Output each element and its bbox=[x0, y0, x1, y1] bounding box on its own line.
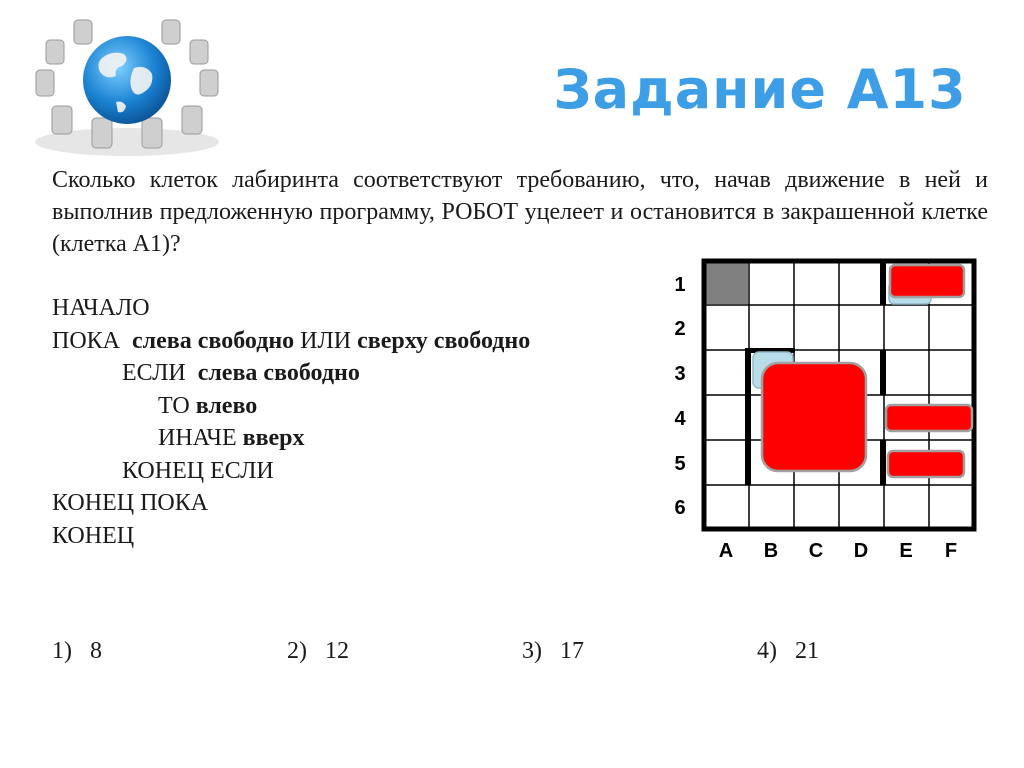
obstacle-ef4 bbox=[886, 405, 972, 431]
program-else-line bbox=[52, 422, 652, 455]
col-label-d: D bbox=[853, 540, 869, 562]
if-keyword: ЕСЛИ bbox=[122, 360, 186, 386]
program-begin: НАЧАЛО bbox=[52, 295, 150, 321]
answer-value: 8 bbox=[90, 638, 102, 664]
program-then-line bbox=[52, 390, 652, 423]
question-text: Сколько клеток лабиринта соответствуют требованию, что, начав движение в ней и выполнив предложенную программу, РОБОТ уцелеет и остановится в закрашенной клетке (клетка А1)? bbox=[52, 167, 988, 257]
else-keyword: ИНАЧЕ bbox=[158, 425, 237, 451]
else-action: вверх bbox=[242, 425, 305, 451]
then-action: влево bbox=[195, 392, 258, 419]
obstacle-ef1 bbox=[890, 265, 964, 297]
while-condition-1: слева свободно bbox=[132, 327, 295, 354]
row-label-1: 1 bbox=[674, 274, 686, 296]
col-label-b: B bbox=[763, 540, 779, 562]
program-while-line bbox=[52, 325, 652, 358]
row-label-6: 6 bbox=[674, 497, 686, 519]
answer-number: 4) bbox=[757, 638, 777, 664]
row-label-5: 5 bbox=[674, 453, 686, 475]
col-label-f: F bbox=[944, 540, 958, 562]
answer-number: 2) bbox=[287, 638, 307, 664]
program-end: КОНЕЦ bbox=[52, 522, 135, 549]
answer-option-3[interactable] bbox=[522, 638, 584, 665]
program-end-while: КОНЕЦ ПОКА bbox=[52, 490, 209, 516]
while-keyword: ПОКА bbox=[52, 327, 121, 354]
while-or-keyword: ИЛИ bbox=[300, 327, 352, 354]
program-end-if: КОНЕЦ ЕСЛИ bbox=[122, 457, 274, 484]
answer-options bbox=[0, 638, 1024, 670]
shaded-cell-a1 bbox=[706, 263, 748, 304]
answer-number: 1) bbox=[52, 638, 72, 664]
answer-value: 21 bbox=[795, 638, 819, 664]
answer-number: 3) bbox=[522, 638, 542, 664]
answer-option-2[interactable] bbox=[287, 638, 349, 665]
then-keyword: ТО bbox=[158, 392, 190, 419]
col-label-a: A bbox=[718, 540, 734, 562]
while-condition-2: сверху свободно bbox=[357, 327, 531, 354]
globe-chairs-logo bbox=[22, 10, 232, 160]
col-label-c: C bbox=[808, 540, 824, 562]
if-condition: слева свободно bbox=[197, 360, 360, 386]
page-title: Задание А13 bbox=[553, 58, 967, 121]
answer-option-4[interactable] bbox=[757, 638, 819, 665]
maze-grid bbox=[660, 250, 990, 570]
program-if-line bbox=[52, 357, 652, 390]
row-label-2: 2 bbox=[674, 318, 686, 340]
answer-option-1[interactable] bbox=[52, 638, 102, 665]
program-listing bbox=[52, 292, 652, 552]
col-label-e: E bbox=[899, 540, 913, 562]
row-label-4: 4 bbox=[674, 408, 686, 430]
obstacle-ef5 bbox=[888, 451, 964, 477]
row-label-3: 3 bbox=[674, 363, 686, 385]
answer-value: 17 bbox=[560, 638, 584, 664]
answer-value: 12 bbox=[325, 638, 349, 664]
obstacle-bcd345 bbox=[762, 363, 866, 471]
